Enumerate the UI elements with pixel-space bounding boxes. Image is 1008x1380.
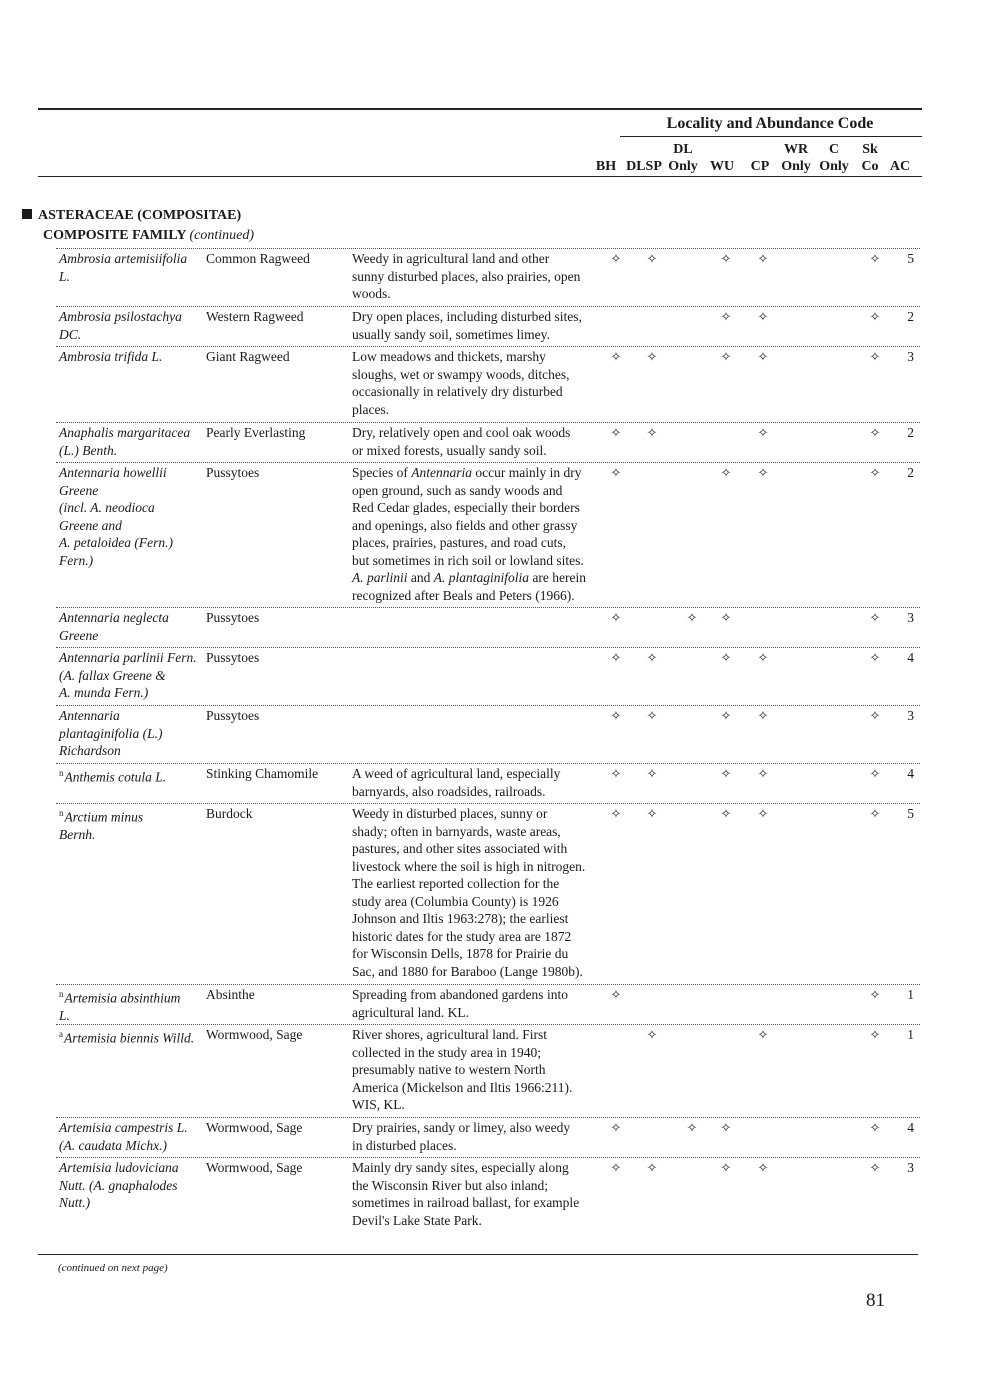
diamond-icon: ✧: [869, 349, 881, 364]
habitat-line: usually sandy soil, sometimes limey.: [352, 326, 550, 342]
habitat-line: Sac, and 1880 for Baraboo (Lange 1980b).: [352, 963, 583, 979]
common-name: Giant Ragweed: [206, 349, 290, 364]
habitat-line: River shores, agricultural land. First: [352, 1027, 547, 1042]
family-common-name: COMPOSITE FAMILY: [43, 228, 186, 243]
abundance-code: 3: [907, 610, 914, 625]
habitat-line: Low meadows and thickets, marshy: [352, 349, 546, 364]
scientific-name-line: Ambrosia artemisiifolia: [59, 251, 188, 266]
habitat-description: [352, 424, 602, 459]
habitat-description: [352, 1159, 602, 1229]
habitat-line: collected in the study area in 1940;: [352, 1044, 541, 1060]
diamond-icon: ✧: [686, 610, 698, 625]
diamond-icon: ✧: [869, 1160, 881, 1175]
diamond-icon: ✧: [610, 708, 622, 723]
habitat-line: A weed of agricultural land, especially: [352, 766, 561, 781]
scientific-name-line: DC.: [59, 326, 82, 342]
habitat-description: [352, 348, 602, 418]
column-header-line2: CP: [750, 159, 770, 174]
scientific-name: [59, 609, 204, 644]
diamond-icon: ✧: [869, 1027, 881, 1042]
diamond-icon: ✧: [720, 806, 732, 821]
column-header: [887, 141, 913, 175]
table-row: [56, 1024, 920, 1117]
habitat-line: pastures, and other sites associated with: [352, 841, 568, 856]
diamond-icon: ✧: [610, 650, 622, 665]
scientific-name-line: (L.) Benth.: [59, 442, 118, 458]
table-row: [56, 248, 920, 306]
scientific-name-line: (incl. A. neodioca: [59, 500, 155, 515]
habitat-description: [352, 464, 602, 604]
habitat-line: for Wisconsin Dells, 1878 for Prairie du: [352, 946, 569, 961]
scientific-name-line: Richardson: [59, 743, 121, 758]
column-header-line1: [887, 141, 913, 158]
scientific-name-line: Antennaria howellii: [59, 465, 167, 480]
habitat-description: [352, 765, 602, 800]
scientific-name: [59, 805, 204, 844]
scientific-name-line: Greene: [59, 627, 99, 643]
scientific-name-line: L.: [59, 268, 70, 284]
scientific-name: [59, 348, 204, 366]
column-header-line1: [623, 141, 665, 158]
habitat-line: but sometimes in rich soil or lowland sites.: [352, 552, 584, 568]
diamond-icon: ✧: [646, 1160, 658, 1175]
diamond-icon: ✧: [869, 610, 881, 625]
diamond-icon: ✧: [686, 1120, 698, 1135]
habitat-line: places.: [352, 401, 390, 417]
scientific-name-line: L.: [59, 1008, 70, 1023]
origin-marker: n: [59, 989, 64, 999]
abundance-code: 5: [907, 251, 914, 266]
habitat-line: Weedy in disturbed places, sunny or: [352, 806, 548, 821]
top-rule: [38, 108, 922, 110]
habitat-line: sometimes in railroad ballast, for example: [352, 1195, 580, 1210]
diamond-icon: ✧: [720, 349, 732, 364]
habitat-line: occasionally in relatively dry disturbed: [352, 384, 563, 399]
habitat-line: Dry, relatively open and cool oak woods: [352, 425, 571, 440]
habitat-line: places, prairies, pastures, and road cuts,: [352, 535, 567, 550]
common-name: Western Ragweed: [206, 309, 304, 324]
diamond-icon: ✧: [869, 766, 881, 781]
diamond-icon: ✧: [646, 425, 658, 440]
abundance-code: 1: [907, 987, 914, 1002]
scientific-name-line: Artemisia campestris L.: [59, 1120, 188, 1135]
column-header-line1: [586, 141, 626, 158]
family-common-heading: [43, 228, 254, 244]
table-row: [56, 1157, 920, 1232]
habitat-line: Species of Antennaria occur mainly in dry: [352, 465, 582, 480]
column-header: [855, 141, 885, 175]
table-row: [56, 705, 920, 763]
diamond-icon: ✧: [646, 806, 658, 821]
column-header: [623, 141, 665, 175]
habitat-line: Red Cedar glades, especially their borders: [352, 500, 580, 515]
scientific-name-line: Bernh.: [59, 827, 96, 842]
table-row: [56, 1117, 920, 1157]
common-name: Wormwood, Sage: [206, 1160, 303, 1175]
table-row: [56, 763, 920, 803]
scientific-name-line: A. munda Fern.): [59, 685, 149, 700]
common-name: Burdock: [206, 806, 253, 821]
habitat-description: [352, 1119, 602, 1154]
scientific-name: [59, 464, 204, 569]
scientific-name-line: Antennaria: [59, 708, 120, 723]
continued-note: (continued on next page): [58, 1262, 168, 1274]
diamond-icon: ✧: [757, 349, 769, 364]
abundance-code: 2: [907, 309, 914, 324]
diamond-icon: ✧: [869, 425, 881, 440]
habitat-line: open ground, such as sandy woods and: [352, 482, 563, 498]
table-row: [56, 647, 920, 705]
common-name: Stinking Chamomile: [206, 766, 319, 781]
habitat-line: Dry open places, including disturbed sites,: [352, 309, 582, 324]
habitat-line: Spreading from abandoned gardens into: [352, 987, 568, 1002]
origin-marker: n: [59, 768, 64, 778]
scientific-name-line: Antennaria parlinii Fern.: [59, 650, 197, 665]
habitat-line: Weedy in agricultural land and other: [352, 251, 550, 266]
scientific-name: [59, 707, 204, 760]
scientific-name-line: $^n$Anthemis cotula L.: [59, 768, 167, 785]
table-row: [56, 462, 920, 607]
habitat-line: barnyards, also roadsides, railroads.: [352, 783, 546, 799]
common-name: Pearly Everlasting: [206, 425, 306, 440]
table-row: [56, 346, 920, 421]
habitat-description: [352, 250, 602, 303]
scientific-name: [59, 250, 204, 285]
habitat-line: and openings, also fields and other grassy: [352, 517, 578, 533]
family-name: ASTERACEAE (COMPOSITAE): [38, 208, 242, 223]
diamond-icon: ✧: [646, 251, 658, 266]
column-header-line2: DLSP: [626, 159, 662, 174]
habitat-line: the Wisconsin River but also inland;: [352, 1177, 549, 1193]
scientific-name-line: Fern.): [59, 552, 94, 568]
table-header: [0, 0, 1008, 180]
table-row: [56, 607, 920, 647]
abundance-code: 3: [907, 708, 914, 723]
scientific-name-line: (A. fallax Greene &: [59, 667, 166, 683]
diamond-icon: ✧: [720, 610, 732, 625]
diamond-icon: ✧: [610, 806, 622, 821]
diamond-icon: ✧: [757, 1160, 769, 1175]
habitat-line: shady; often in barnyards, waste areas,: [352, 823, 561, 839]
diamond-icon: ✧: [720, 251, 732, 266]
habitat-line: The earliest reported collection for the: [352, 876, 560, 891]
column-header-line2: Only: [781, 159, 811, 174]
habitat-line: or mixed forests, usually sandy soil.: [352, 442, 547, 458]
column-header: [586, 141, 626, 175]
scientific-name: [59, 1119, 204, 1154]
column-header-line2: Only: [819, 159, 849, 174]
diamond-icon: ✧: [646, 650, 658, 665]
diamond-icon: ✧: [869, 309, 881, 324]
column-header-line1: C: [828, 142, 840, 157]
habitat-description: [352, 1026, 602, 1114]
diamond-icon: ✧: [869, 708, 881, 723]
habitat-line: agricultural land. KL.: [352, 1004, 469, 1020]
diamond-icon: ✧: [610, 1120, 622, 1135]
scientific-name: [59, 986, 204, 1025]
diamond-icon: ✧: [869, 465, 881, 480]
scientific-name-line: Greene: [59, 482, 99, 498]
scientific-name-line: Greene and: [59, 517, 122, 533]
column-header: [815, 141, 853, 175]
habitat-line: sunny disturbed places, also prairies, open: [352, 268, 581, 284]
diamond-icon: ✧: [757, 465, 769, 480]
diamond-icon: ✧: [757, 650, 769, 665]
scientific-name: [59, 1026, 204, 1047]
diamond-icon: ✧: [757, 1027, 769, 1042]
origin-marker: n: [59, 808, 64, 818]
scientific-name-line: Ambrosia psilostachya: [59, 309, 182, 324]
table-row: [56, 422, 920, 462]
diamond-icon: ✧: [610, 465, 622, 480]
abundance-code: 3: [907, 1160, 914, 1175]
scientific-name-line: Nutt.): [59, 1195, 91, 1210]
scientific-name-line: Ambrosia trifida L.: [59, 349, 163, 364]
column-header: [664, 141, 702, 175]
diamond-icon: ✧: [757, 708, 769, 723]
table-row: [56, 306, 920, 346]
abundance-code: 5: [907, 806, 914, 821]
abundance-code: 2: [907, 465, 914, 480]
column-header-line2: WU: [709, 159, 735, 174]
abundance-code: 2: [907, 425, 914, 440]
diamond-icon: ✧: [757, 309, 769, 324]
habitat-line: sloughs, wet or swampy woods, ditches,: [352, 366, 570, 382]
column-header-line2: Co: [861, 159, 879, 174]
abundance-code: 3: [907, 349, 914, 364]
common-name: Pussytoes: [206, 610, 260, 625]
common-name: Common Ragweed: [206, 251, 310, 266]
diamond-icon: ✧: [720, 1120, 732, 1135]
scientific-name-line: $^n$Arctium minus: [59, 808, 144, 825]
family-heading: [22, 208, 241, 224]
diamond-icon: ✧: [646, 1027, 658, 1042]
habitat-line: Johnson and Iltis 1963:278); the earliest: [352, 911, 569, 926]
habitat-line: WIS, KL.: [352, 1097, 405, 1112]
diamond-icon: ✧: [646, 349, 658, 364]
habitat-line: Dry prairies, sandy or limey, also weedy: [352, 1120, 571, 1135]
habitat-description: [352, 308, 602, 343]
common-name: Pussytoes: [206, 650, 260, 665]
column-header-line2: Only: [668, 159, 698, 174]
diamond-icon: ✧: [869, 251, 881, 266]
column-header-line1: [706, 141, 738, 158]
habitat-line: in disturbed places.: [352, 1137, 457, 1153]
diamond-icon: ✧: [869, 806, 881, 821]
habitat-line: A. parlinii and A. plantaginifolia are herein: [352, 570, 586, 585]
scientific-name-line: Antennaria neglecta: [59, 610, 169, 625]
habitat-line: woods.: [352, 286, 391, 301]
bottom-rule: [38, 1254, 918, 1255]
common-name: Pussytoes: [206, 465, 260, 480]
scientific-name: [59, 649, 204, 702]
table-row: [56, 984, 920, 1024]
scientific-name-line: plantaginifolia (L.): [59, 725, 163, 741]
square-bullet-icon: [22, 209, 32, 219]
header-rule: [38, 176, 922, 177]
abundance-code: 4: [907, 1120, 914, 1135]
locality-rule: [620, 136, 922, 137]
habitat-line: recognized after Beals and Peters (1966).: [352, 587, 575, 603]
column-header: [745, 141, 775, 175]
diamond-icon: ✧: [610, 251, 622, 266]
abundance-code: 1: [907, 1027, 914, 1042]
diamond-icon: ✧: [646, 766, 658, 781]
column-header: [778, 141, 814, 175]
diamond-icon: ✧: [757, 806, 769, 821]
origin-marker: a: [59, 1029, 63, 1039]
diamond-icon: ✧: [610, 766, 622, 781]
common-name: Pussytoes: [206, 708, 260, 723]
diamond-icon: ✧: [720, 766, 732, 781]
scientific-name: [59, 424, 204, 459]
column-header-line2: BH: [595, 159, 617, 174]
table-row: [56, 803, 920, 983]
habitat-description: [352, 986, 602, 1021]
scientific-name-line: A. petaloidea (Fern.): [59, 535, 173, 550]
habitat-line: Devil's Lake State Park.: [352, 1212, 482, 1228]
diamond-icon: ✧: [610, 987, 622, 1002]
scientific-name: [59, 1159, 204, 1212]
diamond-icon: ✧: [610, 610, 622, 625]
page-number: 81: [866, 1290, 885, 1311]
column-header-line1: Sk: [862, 142, 878, 157]
habitat-line: historic dates for the study area are 1872: [352, 928, 572, 944]
scientific-name: [59, 765, 204, 786]
diamond-icon: ✧: [610, 425, 622, 440]
common-name: Wormwood, Sage: [206, 1027, 303, 1042]
habitat-line: livestock where the soil is high in nitrogen.: [352, 858, 586, 874]
scientific-name-line: Nutt. (A. gnaphalodes: [59, 1177, 178, 1193]
habitat-line: America (Mickelson and Iltis 1966:211).: [352, 1079, 573, 1095]
diamond-icon: ✧: [720, 309, 732, 324]
column-header: [706, 141, 738, 175]
scientific-name-line: Artemisia ludoviciana: [59, 1160, 179, 1175]
abundance-code: 4: [907, 766, 914, 781]
habitat-line: Mainly dry sandy sites, especially along: [352, 1160, 569, 1175]
scientific-name: [59, 308, 204, 343]
habitat-line: study area (Columbia County) is 1926: [352, 893, 559, 909]
diamond-icon: ✧: [610, 1160, 622, 1175]
locality-title: Locality and Abundance Code: [666, 115, 874, 132]
family-note: (continued): [189, 228, 255, 243]
diamond-icon: ✧: [720, 465, 732, 480]
diamond-icon: ✧: [869, 650, 881, 665]
diamond-icon: ✧: [757, 251, 769, 266]
common-name: Wormwood, Sage: [206, 1120, 303, 1135]
habitat-line: presumably native to western North: [352, 1062, 546, 1077]
column-header-line1: DL: [673, 142, 693, 157]
diamond-icon: ✧: [720, 708, 732, 723]
column-header-line1: [745, 141, 775, 158]
diamond-icon: ✧: [610, 349, 622, 364]
diamond-icon: ✧: [869, 1120, 881, 1135]
diamond-icon: ✧: [720, 1160, 732, 1175]
scientific-name-line: Anaphalis margaritacea: [59, 425, 191, 440]
scientific-name-line: $^a$Artemisia biennis Willd.: [59, 1029, 195, 1046]
scientific-name-line: $^n$Artemisia absinthium: [59, 989, 181, 1006]
diamond-icon: ✧: [757, 766, 769, 781]
column-header-line2: AC: [889, 159, 911, 174]
diamond-icon: ✧: [646, 708, 658, 723]
diamond-icon: ✧: [869, 987, 881, 1002]
habitat-description: [352, 805, 602, 980]
scientific-name-line: (A. caudata Michx.): [59, 1137, 167, 1153]
column-header-line1: WR: [783, 142, 809, 157]
diamond-icon: ✧: [720, 650, 732, 665]
common-name: Absinthe: [206, 987, 255, 1002]
abundance-code: 4: [907, 650, 914, 665]
diamond-icon: ✧: [757, 425, 769, 440]
